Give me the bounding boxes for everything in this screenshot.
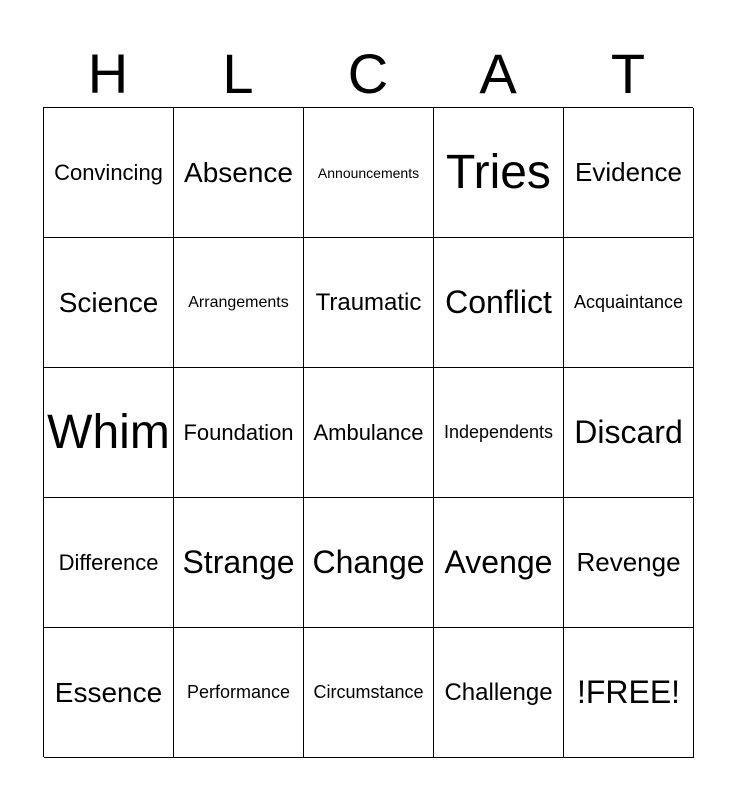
bingo-board <box>43 107 693 757</box>
bingo-cell[interactable]: Essence <box>44 628 174 758</box>
bingo-cell[interactable]: Traumatic <box>304 238 434 368</box>
header-letter-c: C <box>347 42 389 105</box>
bingo-cell[interactable]: Tries <box>434 108 564 238</box>
bingo-cell[interactable]: Independents <box>434 368 564 498</box>
bingo-cell[interactable]: Change <box>304 498 434 628</box>
bingo-cell[interactable]: Convincing <box>44 108 174 238</box>
bingo-cell[interactable]: Ambulance <box>304 368 434 498</box>
bingo-cell[interactable]: Challenge <box>434 628 564 758</box>
free-space-cell[interactable]: !FREE! <box>564 628 694 758</box>
header-letter-a: A <box>479 42 517 105</box>
bingo-cell[interactable]: Discard <box>564 368 694 498</box>
bingo-cell[interactable]: Performance <box>174 628 304 758</box>
bingo-cell[interactable]: Avenge <box>434 498 564 628</box>
bingo-cell[interactable]: Absence <box>174 108 304 238</box>
bingo-cell[interactable]: Science <box>44 238 174 368</box>
bingo-cell[interactable]: Conflict <box>434 238 564 368</box>
header-letter-h: H <box>87 42 129 105</box>
bingo-cell[interactable]: Announcements <box>304 108 434 238</box>
bingo-cell[interactable]: Revenge <box>564 498 694 628</box>
header-letter-l: L <box>222 42 254 105</box>
bingo-cell[interactable]: Foundation <box>174 368 304 498</box>
bingo-cell[interactable]: Strange <box>174 498 304 628</box>
bingo-cell[interactable]: Acquaintance <box>564 238 694 368</box>
bingo-cell[interactable]: Difference <box>44 498 174 628</box>
header-letter-t: T <box>610 42 646 105</box>
bingo-cell[interactable]: Whim <box>44 368 174 498</box>
bingo-header <box>43 40 693 108</box>
bingo-cell[interactable]: Circumstance <box>304 628 434 758</box>
bingo-cell[interactable]: Evidence <box>564 108 694 238</box>
bingo-cell[interactable]: Arrangements <box>174 238 304 368</box>
